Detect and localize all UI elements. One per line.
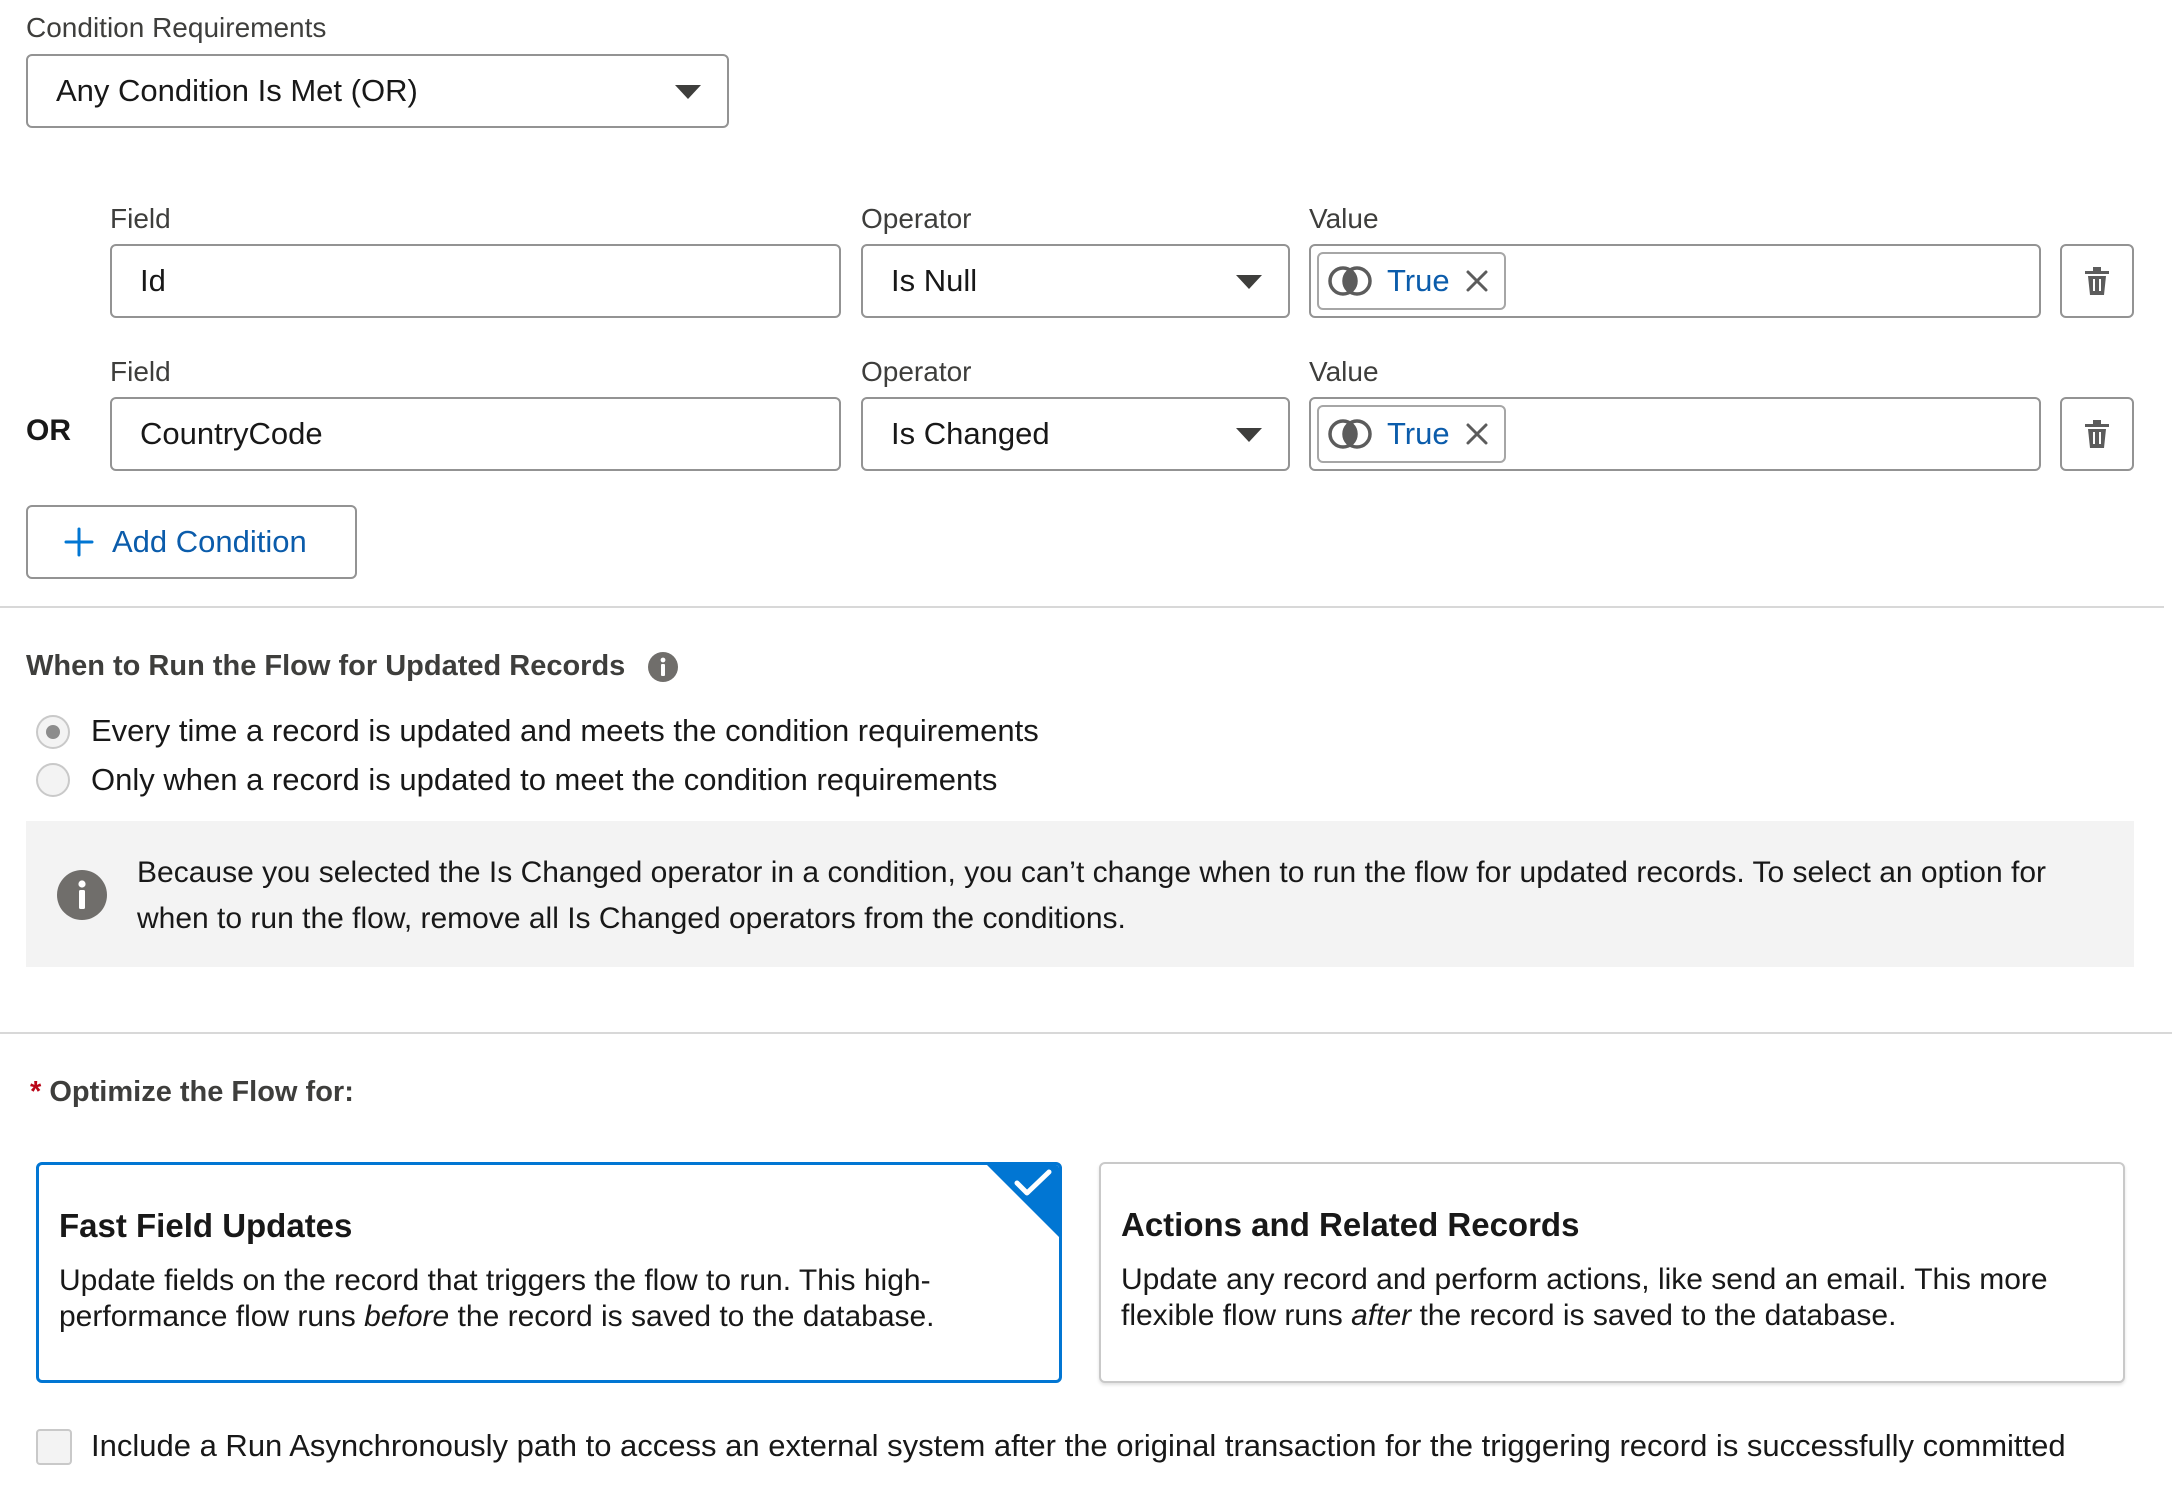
info-message-text: Because you selected the Is Changed operator in a condition, you can’t change when to run the flow for updated records. To select an option for when to run the flow, remove all Is Changed operators from the conditions. [137,856,2046,935]
delete-condition-button[interactable] [2060,244,2134,318]
card-description [1121,1262,2083,1334]
trash-icon [2083,419,2111,449]
card-fast-field-updates[interactable] [36,1162,1062,1383]
chevron-down-icon [675,85,701,99]
async-path-label: Include a Run Asynchronously path to access an external system after the original transaction for the triggering record is successfully committed [91,1428,2066,1463]
divider [0,1032,2172,1034]
field-value: CountryCode [140,416,323,451]
close-icon[interactable] [1464,268,1490,294]
field-value: Id [140,263,166,298]
info-icon[interactable] [647,651,679,683]
value-label: Value [1309,356,1379,387]
radio-every-time-label: Every time a record is updated and meets the condition requirements [91,713,1039,748]
value-input[interactable] [1309,397,2041,471]
boolean-toggle-icon [1327,264,1373,298]
field-input[interactable] [110,244,841,318]
optimize-title-row [30,1076,354,1109]
card-title: Actions and Related Records [1121,1206,1580,1243]
required-marker: * [30,1076,42,1108]
boolean-toggle-icon [1327,417,1373,451]
run-section-header [26,650,679,683]
card-desc-part: the record is saved to the database. [1411,1299,1897,1332]
delete-condition-button[interactable] [2060,397,2134,471]
optimize-title: Optimize the Flow for: [49,1076,354,1108]
operator-value: Is Changed [891,416,1050,451]
value-label: Value [1309,203,1379,234]
plus-icon [64,527,94,557]
run-section-title: When to Run the Flow for Updated Records [26,650,626,682]
logic-operator-label: OR [26,414,71,447]
selected-check-icon [987,1165,1059,1237]
divider [0,606,2164,608]
operator-label: Operator [861,356,972,387]
add-condition-button[interactable] [26,505,357,579]
condition-requirements-select[interactable] [26,54,729,128]
value-pill-text: True [1387,263,1450,298]
card-desc-part: the record is saved to the database. [449,1300,935,1333]
radio-only-when[interactable] [36,763,70,797]
value-pill [1317,405,1506,463]
operator-select[interactable] [861,244,1290,318]
card-desc-part: Update any record and perform actions, like send an email. This more flexible flow runs [1121,1263,2048,1332]
close-icon[interactable] [1464,421,1490,447]
field-label: Field [110,203,171,234]
info-message-box [26,821,2134,967]
radio-only-when-label: Only when a record is updated to meet the condition requirements [91,762,998,797]
card-desc-emphasis: before [364,1300,450,1333]
value-input[interactable] [1309,244,2041,318]
operator-value: Is Null [891,263,978,298]
field-label: Field [110,356,171,387]
card-desc-part: Update fields on the record that triggers the flow to run. This high-performance flow runs [59,1264,931,1333]
card-title: Fast Field Updates [59,1207,353,1244]
radio-every-time[interactable] [36,715,70,749]
condition-requirements-label: Condition Requirements [26,12,327,43]
card-desc-emphasis: after [1351,1299,1412,1332]
trash-icon [2083,266,2111,296]
async-path-checkbox[interactable] [36,1429,72,1465]
condition-requirements-value: Any Condition Is Met (OR) [56,73,418,108]
field-input[interactable] [110,397,841,471]
value-pill [1317,252,1506,310]
add-condition-label: Add Condition [112,524,307,559]
card-actions-related-records[interactable] [1099,1162,2125,1383]
operator-label: Operator [861,203,972,234]
card-description [59,1263,1019,1335]
operator-select[interactable] [861,397,1290,471]
chevron-down-icon [1236,428,1262,442]
chevron-down-icon [1236,275,1262,289]
info-icon [56,869,108,921]
value-pill-text: True [1387,416,1450,451]
